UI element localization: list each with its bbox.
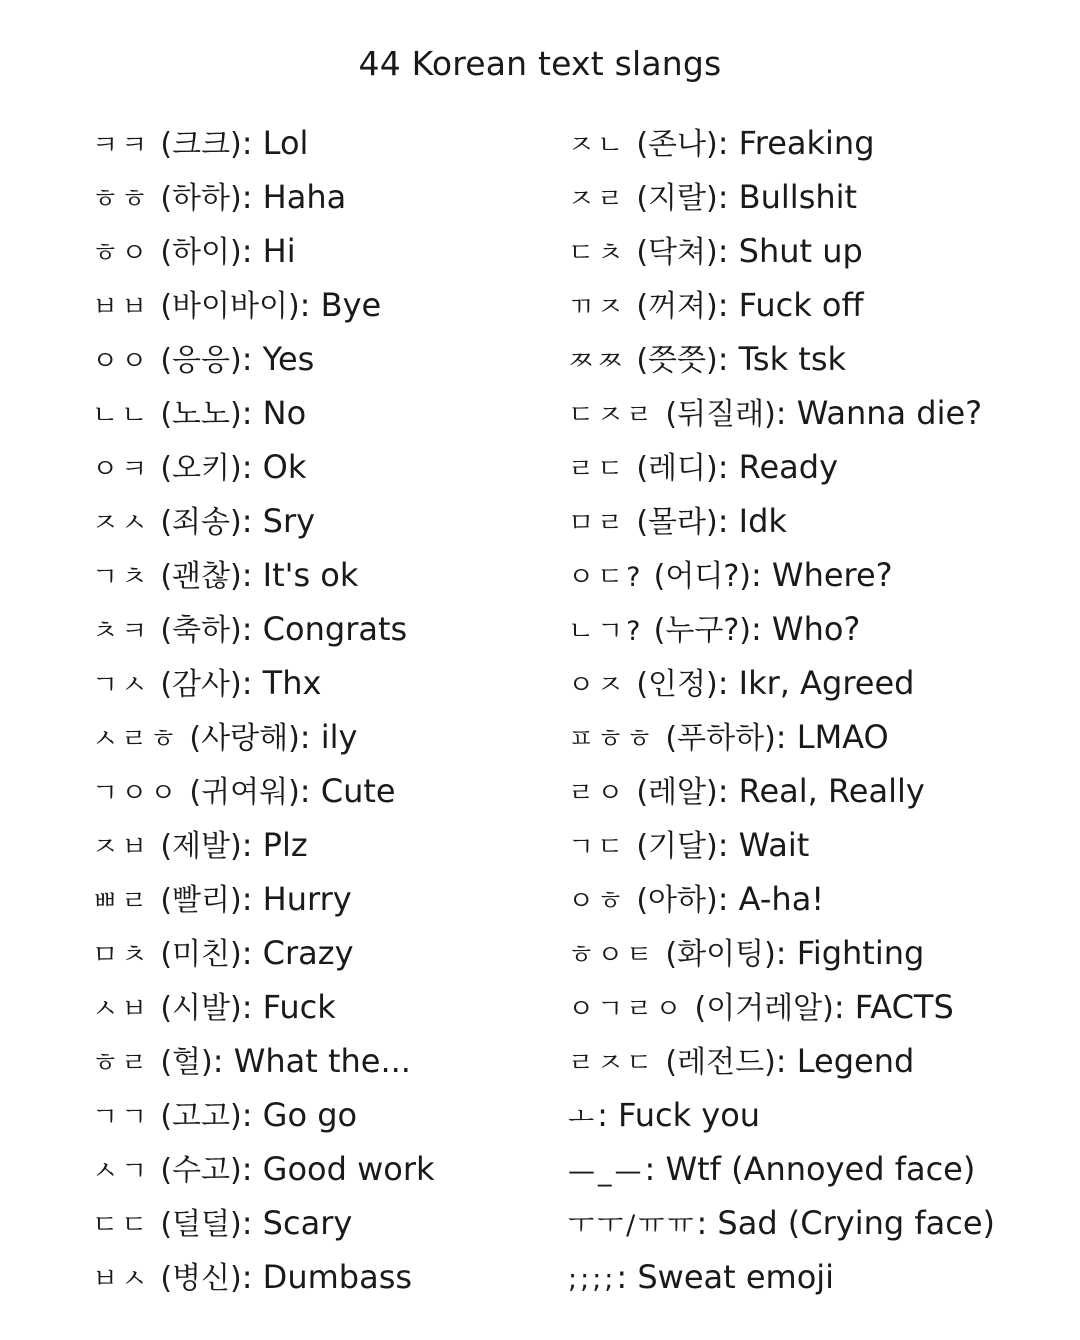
slang-meaning: : Legend	[775, 1042, 915, 1080]
slang-meaning: : Congrats	[241, 610, 408, 648]
slang-meaning: : No	[241, 394, 307, 432]
slang-abbreviation: ㄱㄷ	[568, 832, 627, 863]
slang-entry	[92, 1142, 562, 1196]
slang-meaning: : Tsk tsk	[717, 340, 847, 378]
slang-meaning: : Wait	[717, 826, 810, 864]
slang-full-form: (뒤질래)	[665, 397, 776, 432]
slang-entry	[92, 332, 562, 386]
slang-full-form: (인정)	[636, 667, 718, 702]
slang-entry	[92, 872, 562, 926]
slang-entry	[568, 872, 1068, 926]
slang-full-form: (이거레알)	[694, 991, 834, 1026]
slang-full-form: (닥쳐)	[636, 235, 718, 270]
slang-entry	[92, 1196, 562, 1250]
slang-entry	[568, 1034, 1068, 1088]
slang-entry	[568, 926, 1068, 980]
slang-entry	[92, 926, 562, 980]
slang-full-form: (어디?)	[653, 559, 751, 594]
slang-abbreviation: ㅇㅎ	[568, 886, 627, 917]
slang-abbreviation: ㅊㅋ	[92, 616, 151, 647]
slang-full-form: (크크)	[160, 127, 242, 162]
slang-abbreviation: ㅈㅅ	[92, 508, 151, 539]
slang-meaning: : Sry	[241, 502, 316, 540]
slang-meaning: : Fighting	[775, 934, 925, 972]
slang-abbreviation: ㅈㄹ	[568, 184, 627, 215]
slang-entry	[92, 818, 562, 872]
slang-abbreviation: ㄲㅈ	[568, 292, 627, 323]
slang-abbreviation: ㅇㄷ?	[568, 562, 644, 593]
slang-full-form: (감사)	[160, 667, 242, 702]
slang-list-right	[568, 116, 1068, 1304]
slang-full-form: (하이)	[160, 235, 242, 270]
slang-abbreviation: ㅜㅜ/ㅠㅠ	[568, 1210, 697, 1241]
slang-abbreviation: ㄷㅈㄹ	[568, 400, 656, 431]
slang-meaning: : Yes	[241, 340, 315, 378]
slang-meaning: : What the...	[212, 1042, 411, 1080]
slang-full-form: (누구?)	[653, 613, 751, 648]
slang-entry	[568, 278, 1068, 332]
slang-entry	[568, 818, 1068, 872]
slang-meaning: : Who?	[750, 610, 861, 648]
slang-abbreviation: ㄱㅅ	[92, 670, 151, 701]
slang-entry	[568, 1088, 1068, 1142]
slang-meaning: : Freaking	[717, 124, 875, 162]
slang-entry	[92, 710, 562, 764]
slang-abbreviation: ㅎㄹ	[92, 1048, 151, 1079]
slang-entry	[568, 494, 1068, 548]
slang-abbreviation: ㅁㅊ	[92, 940, 151, 971]
slang-full-form: (꺼져)	[636, 289, 718, 324]
slang-meaning: : Cute	[299, 772, 396, 810]
slang-meaning: : Thx	[241, 664, 322, 702]
page-title: 44 Korean text slangs	[358, 44, 722, 83]
slang-full-form: (시발)	[160, 991, 242, 1026]
slang-entry	[92, 170, 562, 224]
slang-full-form: (빨리)	[160, 883, 242, 918]
slang-abbreviation: ㅎㅇㅌ	[568, 940, 656, 971]
slang-entry	[92, 764, 562, 818]
slang-entry	[92, 980, 562, 1034]
slang-abbreviation: ㅃㄹ	[92, 886, 151, 917]
slang-full-form: (푸하하)	[665, 721, 776, 756]
slang-full-form: (아하)	[636, 883, 718, 918]
slang-entry	[568, 710, 1068, 764]
slang-full-form: (미친)	[160, 937, 242, 972]
slang-meaning: : Real, Really	[717, 772, 925, 810]
slang-meaning: : Scary	[241, 1204, 353, 1242]
slang-entry	[92, 386, 562, 440]
slang-abbreviation: ㅁㄹ	[568, 508, 627, 539]
slang-full-form: (축하)	[160, 613, 242, 648]
slang-abbreviation: ㅇㄱㄹㅇ	[568, 994, 685, 1025]
slang-full-form: (오키)	[160, 451, 242, 486]
slang-abbreviation: ㄱㄱ	[92, 1102, 151, 1133]
slang-abbreviation: ㅎㅎ	[92, 184, 151, 215]
slang-meaning: : Haha	[241, 178, 347, 216]
slang-full-form: (헐)	[160, 1045, 213, 1080]
slang-meaning: : Wanna die?	[775, 394, 983, 432]
slang-meaning: : Hi	[241, 232, 296, 270]
slang-meaning: : Sad (Crying face)	[696, 1204, 996, 1242]
slang-full-form: (화이팅)	[665, 937, 776, 972]
slang-meaning: : Hurry	[241, 880, 352, 918]
slang-abbreviation: ㅋㅋ	[92, 130, 151, 161]
slang-meaning: : Fuck you	[597, 1096, 761, 1134]
slang-meaning: : A-ha!	[717, 880, 825, 918]
slang-entry	[92, 278, 562, 332]
slang-entry	[92, 1088, 562, 1142]
slang-meaning: : Where?	[750, 556, 893, 594]
slang-abbreviation: ㅅㄹㅎ	[92, 724, 180, 755]
slang-full-form: (죄송)	[160, 505, 242, 540]
slang-abbreviation: ㄴㄴ	[92, 400, 151, 431]
slang-abbreviation: ㄷㅊ	[568, 238, 627, 269]
slang-entry	[568, 602, 1068, 656]
slang-full-form: (레알)	[636, 775, 718, 810]
slang-entry	[568, 386, 1068, 440]
slang-full-form: (병신)	[160, 1261, 242, 1296]
slang-list-left	[92, 116, 562, 1304]
slang-full-form: (고고)	[160, 1099, 242, 1134]
slang-full-form: (괜찮)	[160, 559, 242, 594]
slang-meaning: : Wtf (Annoyed face)	[644, 1150, 976, 1188]
slang-meaning: : Ikr, Agreed	[717, 664, 915, 702]
slang-meaning: : Dumbass	[241, 1258, 413, 1296]
slang-meaning: : Fuck off	[717, 286, 864, 324]
slang-abbreviation: ㅎㅇ	[92, 238, 151, 269]
slang-full-form: (바이바이)	[160, 289, 300, 324]
slang-entry	[92, 602, 562, 656]
slang-full-form: (하하)	[160, 181, 242, 216]
slang-full-form: (지랄)	[636, 181, 718, 216]
slang-abbreviation: ㅗ	[568, 1102, 598, 1133]
slang-meaning: : Ready	[717, 448, 839, 486]
slang-full-form: (레전드)	[665, 1045, 776, 1080]
slang-entry	[92, 440, 562, 494]
slang-meaning: : Shut up	[717, 232, 863, 270]
slang-entry	[568, 170, 1068, 224]
slang-full-form: (응응)	[160, 343, 242, 378]
slang-meaning: : Idk	[717, 502, 787, 540]
slang-entry	[568, 764, 1068, 818]
slang-abbreviation: ;;;;	[568, 1264, 617, 1295]
slang-entry	[92, 656, 562, 710]
slang-entry	[568, 548, 1068, 602]
slang-meaning: : Bye	[299, 286, 382, 324]
slang-meaning: : Plz	[241, 826, 308, 864]
slang-entry	[568, 1142, 1068, 1196]
slang-abbreviation: ㄹㄷ	[568, 454, 627, 485]
slang-abbreviation: ㄱㅊ	[92, 562, 151, 593]
slang-full-form: (레디)	[636, 451, 718, 486]
slang-entry	[92, 224, 562, 278]
slang-full-form: (존나)	[636, 127, 718, 162]
slang-entry	[568, 656, 1068, 710]
slang-meaning: : Good work	[241, 1150, 435, 1188]
slang-entry	[92, 1250, 562, 1304]
slang-abbreviation: ㄱㅇㅇ	[92, 778, 180, 809]
slang-full-form: (덜덜)	[160, 1207, 242, 1242]
slang-abbreviation: ㄹㅇ	[568, 778, 627, 809]
slang-entry	[92, 548, 562, 602]
slang-entry	[568, 332, 1068, 386]
slang-abbreviation: ㅂㅂ	[92, 292, 151, 323]
slang-meaning: : FACTS	[833, 988, 954, 1026]
slang-full-form: (노노)	[160, 397, 242, 432]
slang-abbreviation: ㅇㅋ	[92, 454, 151, 485]
slang-abbreviation: ㅂㅅ	[92, 1264, 151, 1295]
slang-abbreviation: ㄹㅈㄷ	[568, 1048, 656, 1079]
slang-meaning: : Crazy	[241, 934, 354, 972]
slang-meaning: : Ok	[241, 448, 307, 486]
slang-entry	[568, 116, 1068, 170]
slang-full-form: (기달)	[636, 829, 718, 864]
slang-abbreviation: ㄷㄷ	[92, 1210, 151, 1241]
slang-abbreviation: ㅇㅈ	[568, 670, 627, 701]
slang-entry	[92, 494, 562, 548]
slang-abbreviation: ㅇㅇ	[92, 346, 151, 377]
slang-abbreviation: ㅅㅂ	[92, 994, 151, 1025]
slang-full-form: (쯧쯧)	[636, 343, 718, 378]
slang-entry	[568, 440, 1068, 494]
slang-meaning: : LMAO	[775, 718, 889, 756]
slang-full-form: (수고)	[160, 1153, 242, 1188]
slang-meaning: : Fuck	[241, 988, 336, 1026]
slang-abbreviation: ㅍㅎㅎ	[568, 724, 656, 755]
slang-meaning: : Sweat emoji	[616, 1258, 835, 1296]
slang-abbreviation: ㅈㄴ	[568, 130, 627, 161]
slang-meaning: : It's ok	[241, 556, 359, 594]
slang-entry	[568, 1250, 1068, 1304]
slang-meaning: : ily	[299, 718, 358, 756]
slang-full-form: (몰라)	[636, 505, 718, 540]
slang-abbreviation: ㅈㅂ	[92, 832, 151, 863]
slang-entry	[568, 224, 1068, 278]
slang-abbreviation: ㅅㄱ	[92, 1156, 151, 1187]
slang-meaning: : Bullshit	[717, 178, 858, 216]
slang-full-form: (제발)	[160, 829, 242, 864]
slang-full-form: (귀여워)	[189, 775, 300, 810]
slang-abbreviation: —_—	[568, 1156, 645, 1187]
slang-entry	[568, 980, 1068, 1034]
slang-entry	[568, 1196, 1068, 1250]
slang-abbreviation: ㅉㅉ	[568, 346, 627, 377]
slang-meaning: : Lol	[241, 124, 309, 162]
slang-entry	[92, 1034, 562, 1088]
slang-entry	[92, 116, 562, 170]
slang-meaning: : Go go	[241, 1096, 358, 1134]
slang-full-form: (사랑해)	[189, 721, 300, 756]
slang-abbreviation: ㄴㄱ?	[568, 616, 644, 647]
